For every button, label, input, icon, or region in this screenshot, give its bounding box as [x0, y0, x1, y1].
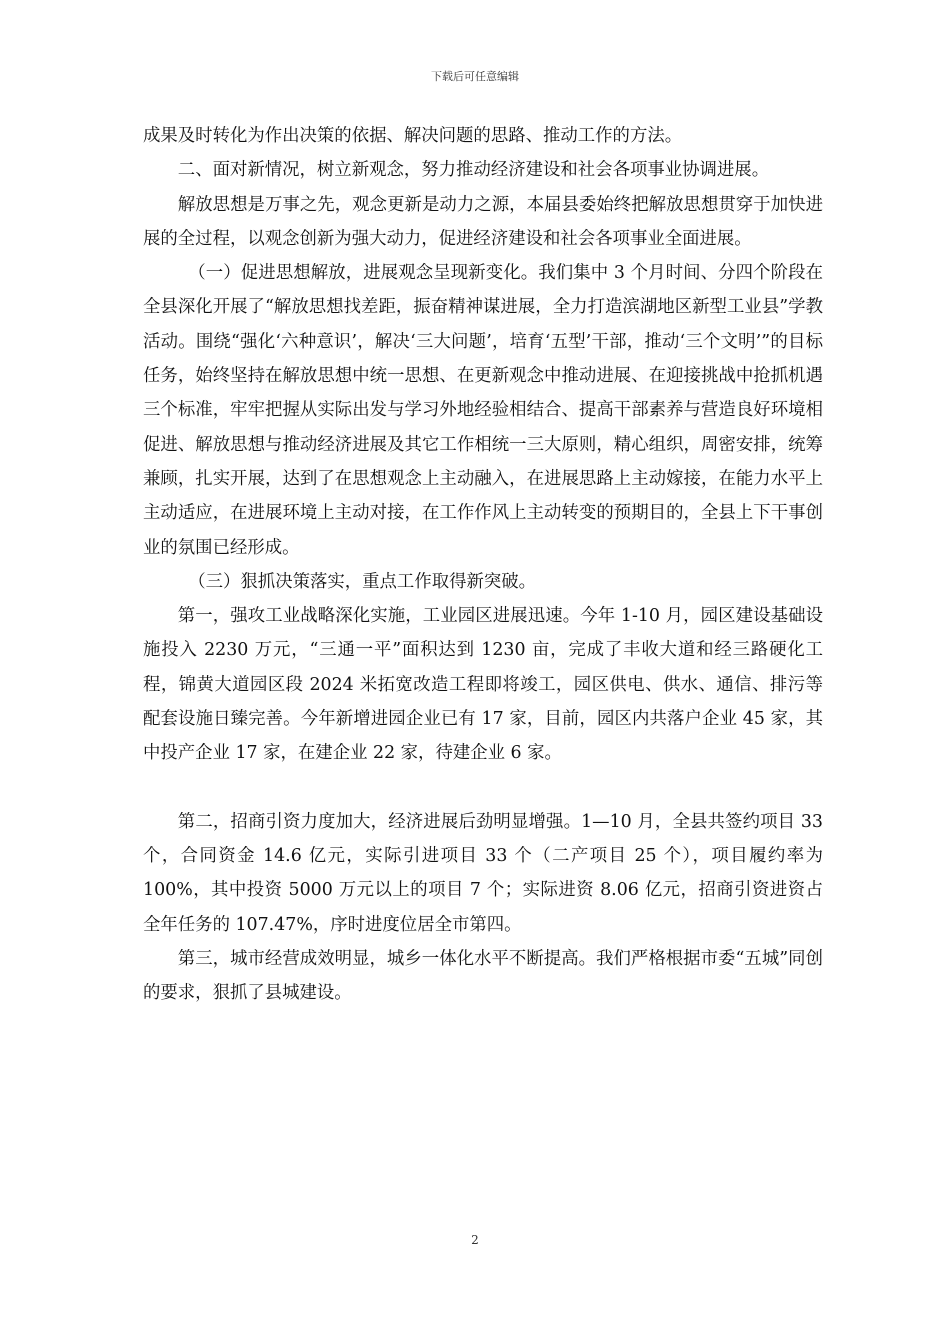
subsection-three-heading: （三）狠抓决策落实，重点工作取得新突破。: [188, 571, 537, 592]
paragraph-gap: [143, 771, 823, 805]
document-body: [143, 119, 823, 1010]
section-heading-two: 二、面对新情况，树立新观念，努力推动经济建设和社会各项事业协调进展。: [177, 160, 770, 181]
subsection-one: （一）促进思想解放，进展观念呈现新变化。我们集中 3 个月时间、分四个阶段在全县深化开展了“解放思想找差距，振奋精神谋进展，全力打造滨湖地区新型工业县”学教活动。围绕“强化‘六种意识’，解决‘三大问题’，培育‘五型’干部，推动‘三个文明’”的目标任务，始终坚持在解放思想中统一思想、在更新观念中推动进展、在迎接挑战中抢抓机遇三个标准，牢牢把握从实际出发与学习外地经验相结合、提高干部素养与营造良好环境相促进、解放思想与推动经济进展及其它工作相统一三大原则，精心组织，周密安排，统筹兼顾，扎实开展，达到了在思想观念上主动融入，在进展思路上主动嫁接，在能力水平上主动适应，在进展环境上主动对接，在工作作风上主动转变的预期目的，全县上下干事创业的氛围已经形成。: [143, 263, 823, 558]
paragraph-first-industry: 第一，强攻工业战略深化实施，工业园区进展迅速。今年 1-10 月，园区建设基础设施投入 2230 万元，“三通一平”面积达到 1230 亩，完成了丰收大道和经三路硬化工程，锦黄大道园区段 2024 米拓宽改造工程即将竣工，园区供电、供水、通信、排污等配套设施日臻完善。今年新增进园企业已有 17 家，目前，园区内共落户企业 45 家，其中投产企业 17 家，在建企业 22 家，待建企业 6 家。: [143, 606, 823, 764]
paragraph-liberation: 解放思想是万事之先，观念更新是动力之源，本届县委始终把解放思想贯穿于加快进展的全过程，以观念创新为强大动力，促进经济建设和社会各项事业全面进展。: [143, 194, 823, 249]
paragraph-third-urban: 第三，城市经营成效明显，城乡一体化水平不断提高。我们严格根据市委“五城”同创的要求，狠抓了县城建设。: [143, 948, 823, 1004]
page-header: 下载后可任意编辑: [431, 70, 519, 83]
paragraph-continuation: 成果及时转化为作出决策的依据、解决问题的思路、推动工作的方法。: [143, 126, 683, 146]
page-number: 2: [471, 1233, 479, 1247]
paragraph-second-investment: 第二，招商引资力度加大，经济进展后劲明显增强。1—10 月，全县共签约项目 33 个，合同资金 14.6 亿元，实际引进项目 33 个（二产项目 25 个），项目履约率为 100%，其中投资 5000 万元以上的项目 7 个；实际进资 8.06 亿元，招商引资进资占全年任务的 107.47%，序时进度位居全市第四。: [143, 811, 823, 935]
